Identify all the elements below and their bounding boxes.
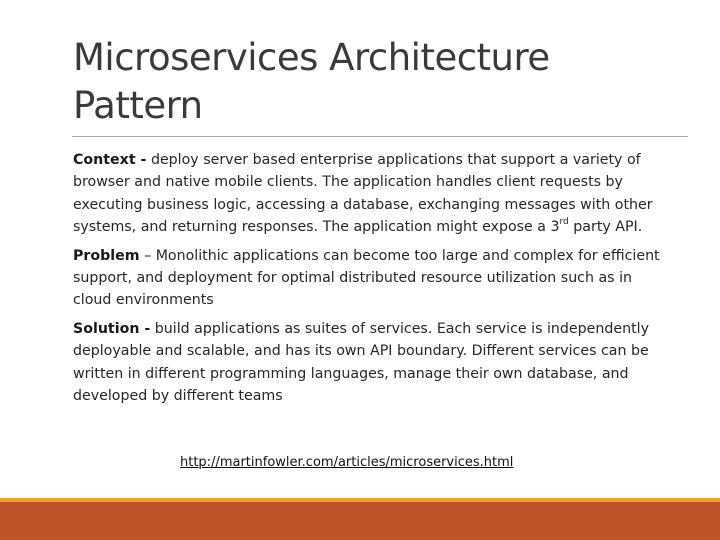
context-paragraph <box>73 149 673 238</box>
solution-label: Solution - <box>73 321 151 338</box>
slide-body <box>73 149 673 414</box>
problem-label: Problem <box>73 247 140 264</box>
context-text-end: party API. <box>568 218 643 235</box>
context-label: Context - <box>73 152 147 168</box>
footer-bar <box>0 502 720 540</box>
solution-paragraph <box>73 318 673 407</box>
context-text: deploy server based enterprise applications that support a variety of browser and native mobile clients. The application handles client requests by executing business logic, accessing a database, exchanging messages with other systems, and returning responses. The application might expose a 3 <box>73 152 653 235</box>
context-superscript: rd <box>559 217 569 228</box>
reference-link[interactable]: http://martinfowler.com/articles/microservices.html <box>180 455 514 470</box>
solution-text: build applications as suites of services. Each service is independently deployable and scalable, and has its own API boundary. Different services can be written in different programming languages, manage their own database, and developed by different teams <box>73 321 650 404</box>
problem-text: – Monolithic applications can become too large and complex for efficient support, and deployment for optimal distributed resource utilization such as in cloud environments <box>73 247 660 309</box>
slide-title: Microservices Architecture Pattern <box>73 36 550 127</box>
title-divider <box>72 136 688 137</box>
problem-paragraph <box>73 245 673 312</box>
